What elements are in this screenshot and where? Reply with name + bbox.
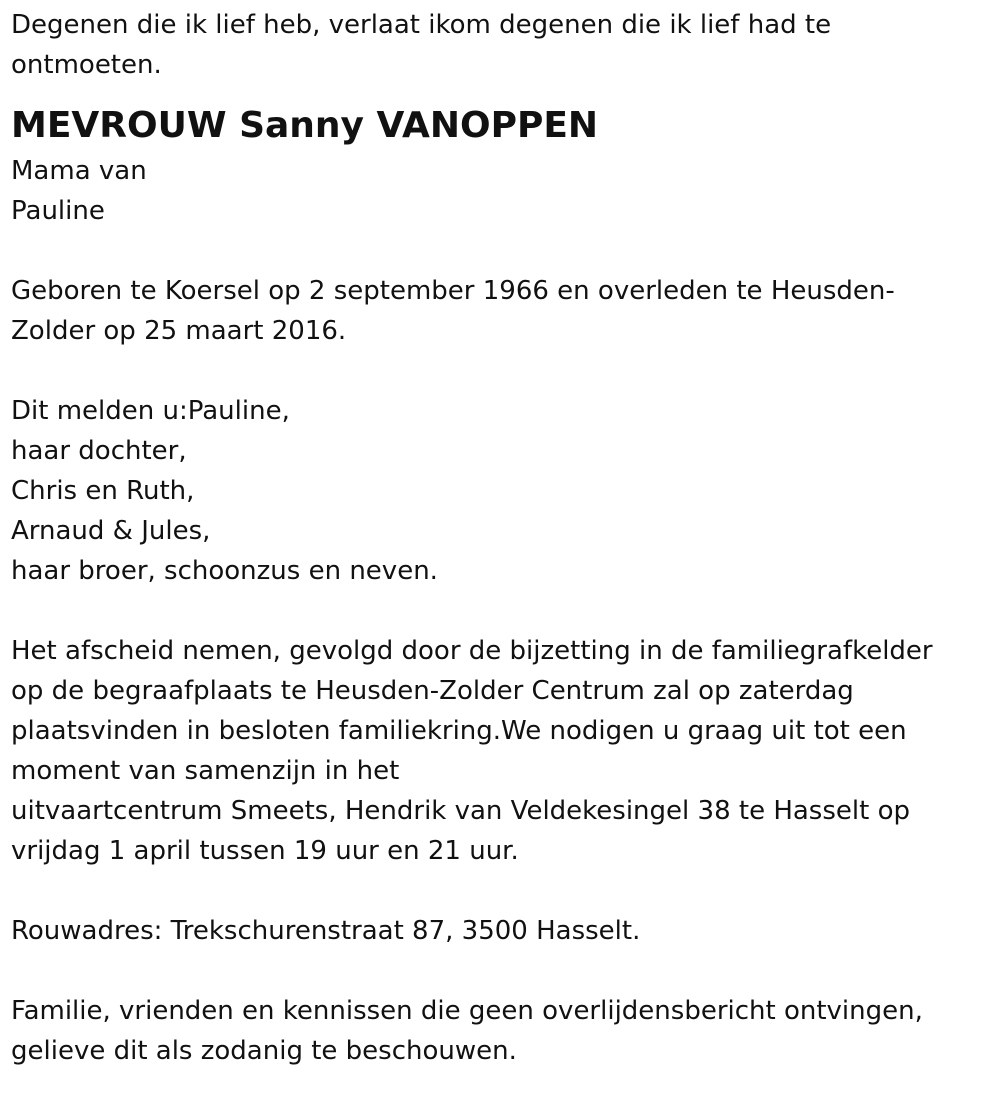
- closing-line: Familie, vrienden en kennissen die geen overlijdensbericht ontvingen,: [11, 996, 923, 1026]
- relation-line: Pauline: [11, 196, 105, 226]
- address-paragraph: [11, 911, 986, 951]
- closing-line: gelieve dit als zodanig te beschouwen.: [11, 1036, 517, 1066]
- motto-line: ontmoeten.: [11, 50, 162, 80]
- motto: [11, 5, 986, 85]
- obituary-notice: [11, 5, 986, 1071]
- spacer: [11, 351, 986, 391]
- closing-paragraph: [11, 991, 986, 1071]
- spacer: [11, 951, 986, 991]
- announcer-line: Dit melden u:Pauline,: [11, 396, 290, 426]
- dates-line: Geboren te Koersel op 2 september 1966 en overleden te Heusden-: [11, 276, 895, 306]
- ceremony-paragraph: [11, 631, 986, 871]
- spacer: [11, 591, 986, 631]
- address-line: Rouwadres: Trekschurenstraat 87, 3500 Hasselt.: [11, 916, 641, 946]
- relation-line: Mama van: [11, 156, 147, 186]
- ceremony-line: Het afscheid nemen, gevolgd door de bijzetting in de familiegrafkelder: [11, 636, 933, 666]
- announcer-line: haar dochter,: [11, 436, 187, 466]
- relation-block: [11, 151, 986, 231]
- ceremony-line: moment van samenzijn in het: [11, 756, 400, 786]
- deceased-name: MEVROUW Sanny VANOPPEN: [11, 105, 599, 146]
- motto-line: Degenen die ik lief heb, verlaat ikom degenen die ik lief had te: [11, 10, 832, 40]
- ceremony-line: vrijdag 1 april tussen 19 uur en 21 uur.: [11, 836, 519, 866]
- ceremony-line: plaatsvinden in besloten familiekring.We nodigen u graag uit tot een: [11, 716, 907, 746]
- spacer: [11, 231, 986, 271]
- spacer: [11, 871, 986, 911]
- announcers-paragraph: [11, 391, 986, 591]
- ceremony-line: op de begraafplaats te Heusden-Zolder Centrum zal op zaterdag: [11, 676, 854, 706]
- announcer-line: Chris en Ruth,: [11, 476, 195, 506]
- dates-paragraph: [11, 271, 986, 351]
- announcer-line: haar broer, schoonzus en neven.: [11, 556, 438, 586]
- dates-line: Zolder op 25 maart 2016.: [11, 316, 347, 346]
- announcer-line: Arnaud & Jules,: [11, 516, 211, 546]
- ceremony-line: uitvaartcentrum Smeets, Hendrik van Veldekesingel 38 te Hasselt op: [11, 796, 910, 826]
